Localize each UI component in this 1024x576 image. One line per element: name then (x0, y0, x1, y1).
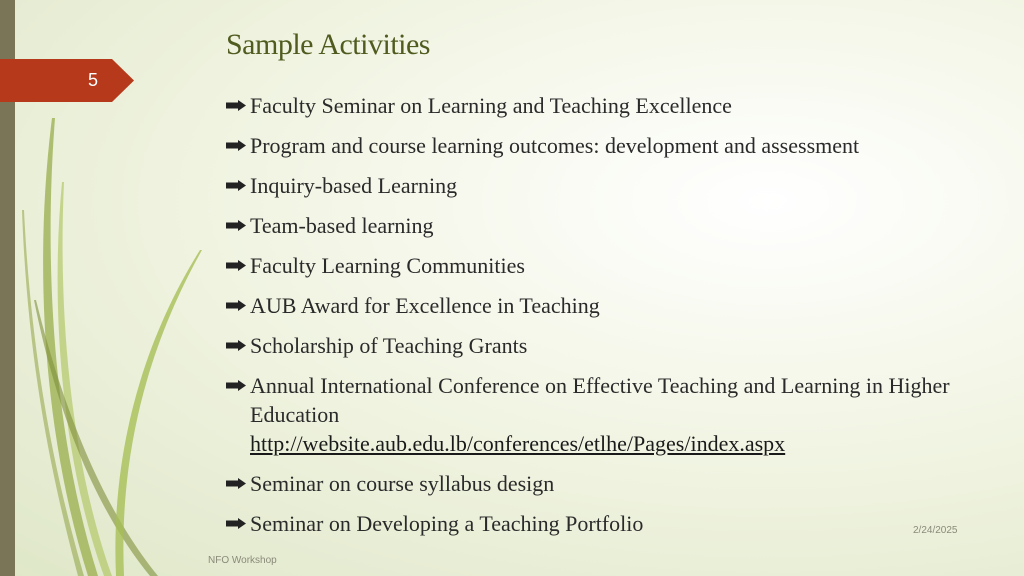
list-item-text: Seminar on course syllabus design (250, 471, 555, 496)
slide-footer: NFO Workshop (208, 555, 277, 566)
list-item (226, 291, 966, 320)
list-item-text: Program and course learning outcomes: development and assessment (250, 133, 860, 158)
right-arrow-icon (226, 140, 246, 151)
slide-title: Sample Activities (226, 28, 430, 61)
right-arrow-icon (226, 340, 246, 351)
conference-link[interactable]: http://website.aub.edu.lb/conferences/etlhe/Pages/index.aspx (250, 431, 786, 456)
right-arrow-icon (226, 100, 246, 111)
right-arrow-icon (226, 180, 246, 191)
right-arrow-icon (226, 478, 246, 489)
list-item-text: Team-based learning (250, 213, 434, 238)
right-arrow-icon (226, 300, 246, 311)
list-item-text: Inquiry-based Learning (250, 173, 458, 198)
list-item (226, 131, 966, 160)
slide-number-tab (0, 59, 134, 102)
right-arrow-icon (226, 220, 246, 231)
list-item (226, 91, 966, 120)
list-item (226, 251, 966, 280)
list-item-text: Annual International Conference on Effective Teaching and Learning in Higher Education (250, 373, 950, 427)
list-item-text: AUB Award for Excellence in Teaching (250, 293, 600, 318)
list-item (226, 371, 966, 458)
slide-number: 5 (88, 70, 99, 90)
list-item (226, 469, 966, 498)
list-item (226, 509, 966, 538)
slide-date: 2/24/2025 (913, 525, 958, 536)
right-arrow-icon (226, 518, 246, 529)
list-item-text: Faculty Learning Communities (250, 253, 525, 278)
list-item-text: Seminar on Developing a Teaching Portfolio (250, 511, 644, 536)
right-arrow-icon (226, 380, 246, 391)
activity-list (226, 91, 966, 549)
list-item (226, 211, 966, 240)
list-item (226, 331, 966, 360)
list-item-text: Faculty Seminar on Learning and Teaching Excellence (250, 93, 732, 118)
list-item-text: Scholarship of Teaching Grants (250, 333, 528, 358)
list-item (226, 171, 966, 200)
right-arrow-icon (226, 260, 246, 271)
